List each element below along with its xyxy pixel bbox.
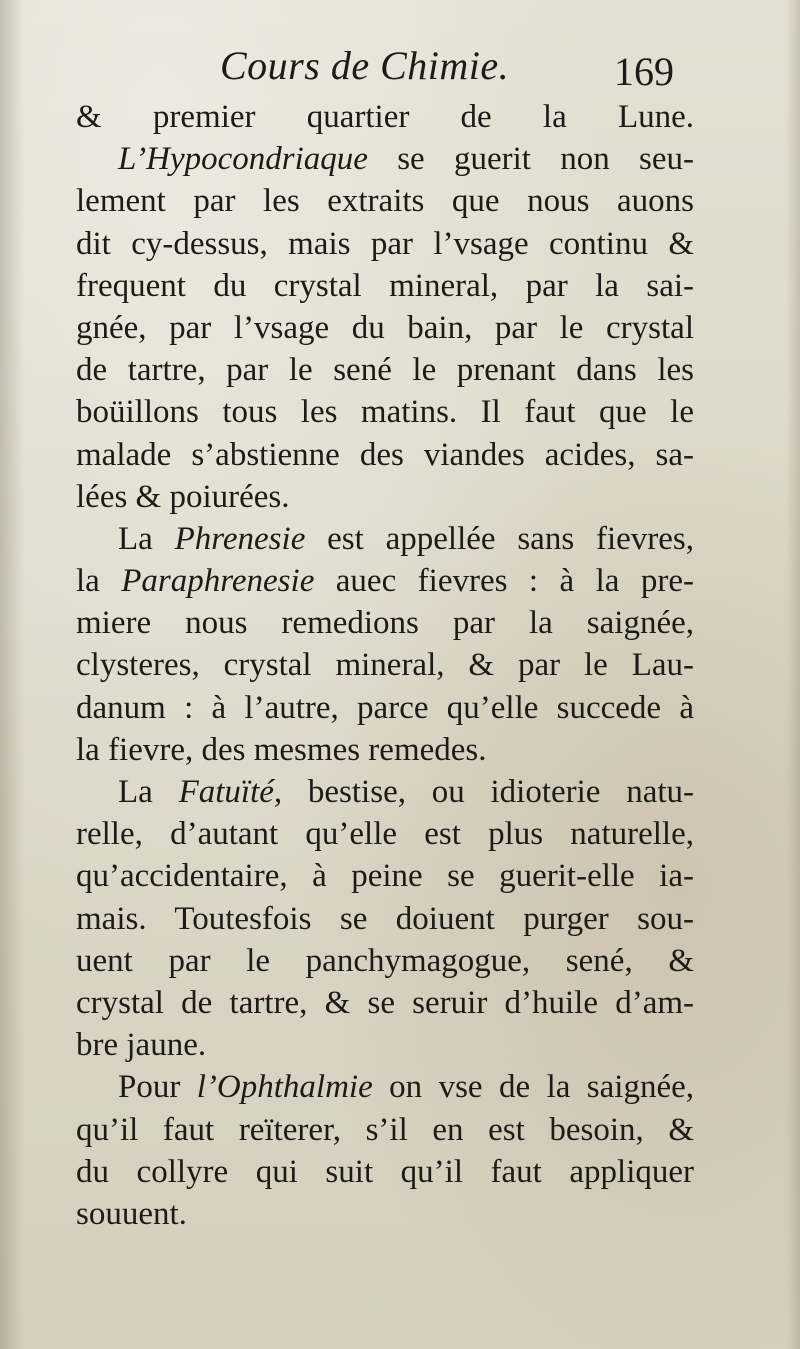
text-line: souuent. — [76, 1195, 187, 1232]
page-header — [0, 38, 800, 98]
text-line: bre jaune. — [76, 1027, 207, 1064]
text-line: miere nous remedions par la saignée, — [76, 605, 694, 642]
text-line: gnée, par l’vsage du bain, par le crystal — [76, 309, 694, 346]
term-paraphrenesie: Paraphrenesie — [121, 563, 315, 600]
term-hypocondriaque: L’Hypocondriaque — [118, 141, 368, 178]
text-line: clysteres, crystal mineral, & par le Lau- — [76, 647, 694, 684]
text-line: uent par le panchymagogue, sené, & — [76, 942, 694, 979]
text-line: mais. Toutesfois se doiuent purger sou- — [76, 900, 694, 937]
text-line: du collyre qui suit qu’il faut appliquer — [76, 1153, 694, 1190]
term-fatuite: Fatuïté, — [178, 774, 283, 810]
text-line: boüillons tous les matins. Il faut que le — [76, 394, 694, 431]
text-line: la fievre, des mesmes remedes. — [76, 731, 487, 768]
text-line: de tartre, par le sené le prenant dans les — [76, 352, 694, 389]
text-line: relle, d’autant qu’elle est plus naturelle, — [76, 816, 694, 853]
text-line: & premier quartier de la Lune. — [76, 99, 694, 135]
term-ophthalmie: l’Ophthalmie — [196, 1069, 373, 1106]
text-line: la Paraphrenesie auec fievres : à la pre- — [76, 563, 694, 600]
text-line: frequent du crystal mineral, par la sai- — [76, 267, 694, 304]
text-line: lement par les extraits que nous auons — [76, 183, 694, 220]
text-line: lées & poiurées. — [76, 478, 290, 515]
text-line: Pour l’Ophthalmie on vse de la saignée, — [118, 1069, 694, 1106]
term-phrenesie: Phrenesie — [174, 520, 306, 557]
running-title: Cours de Chimie. — [220, 43, 510, 88]
text-line: La Fatuïté, bestise, ou idioterie natu- — [118, 774, 695, 810]
text-line: danum : à l’autre, parce qu’elle succede à — [76, 689, 694, 726]
text-line: malade s’abstienne des viandes acides, sa- — [76, 436, 694, 473]
text-line: qu’il faut reïterer, s’il en est besoin, & — [76, 1111, 694, 1148]
text-line: La Phrenesie est appellée sans fievres, — [118, 520, 694, 557]
text-line: L’Hypocondriaque se guerit non seu- — [118, 141, 694, 178]
text-line: crystal de tartre, & se seruir d’huile d’am- — [76, 984, 694, 1021]
text-line: qu’accidentaire, à peine se guerit-elle ia- — [76, 858, 694, 895]
body-text — [76, 96, 694, 1235]
text-line: dit cy-dessus, mais par l’vsage continu & — [76, 225, 694, 262]
page-number: 169 — [614, 49, 674, 94]
